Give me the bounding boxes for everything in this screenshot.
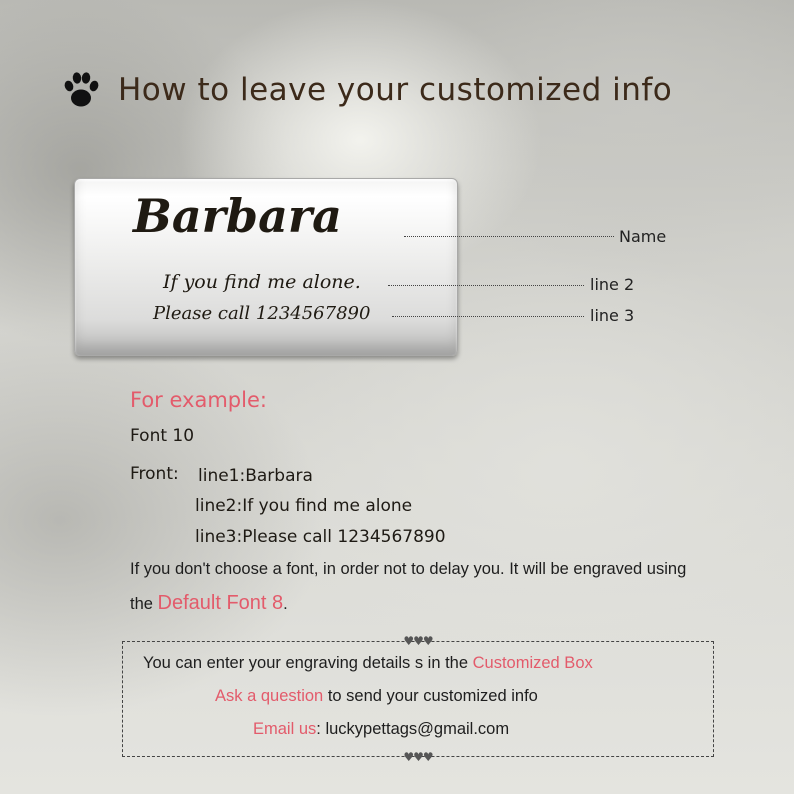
tag-name-text: Barbara	[133, 189, 342, 243]
email-address-link[interactable]: luckypettags@gmail.com	[325, 720, 510, 738]
note-prefix: the	[130, 595, 158, 613]
default-font-note	[130, 560, 686, 579]
engraved-tag	[74, 178, 458, 356]
line3-leader-line	[392, 316, 584, 317]
ask-question-text: to send your customized info	[323, 687, 538, 705]
customized-box-row	[123, 654, 713, 673]
email-row	[123, 720, 713, 739]
hearts-top-icon: ♥♥♥	[403, 634, 433, 648]
hearts-bottom-icon: ♥♥♥	[403, 750, 433, 764]
default-font-highlight: Default Font 8	[157, 592, 284, 614]
example-line2: line2:If you find me alone	[195, 496, 413, 516]
email-label: Email us	[253, 720, 317, 738]
header	[58, 64, 758, 116]
page-title: How to leave your customized info	[118, 72, 673, 108]
customized-box-text: You can enter your engraving details s in the	[143, 654, 473, 672]
contact-info-box	[122, 634, 714, 764]
tag-line3-text: Please call 1234567890	[153, 303, 371, 324]
name-leader-line	[404, 236, 614, 237]
example-front-label: Front:	[130, 464, 179, 484]
line2-callout: line 2	[590, 275, 635, 294]
example-heading: For example:	[130, 388, 267, 412]
example-line1: line1:Barbara	[198, 466, 313, 486]
name-callout: Name	[619, 227, 667, 246]
default-font-note-2	[130, 592, 288, 615]
example-font: Font 10	[130, 426, 195, 446]
email-separator: :	[316, 720, 326, 738]
tag-line2-text: If you find me alone.	[163, 271, 361, 293]
ask-question-link[interactable]: Ask a question	[215, 687, 324, 705]
note-suffix: .	[283, 595, 288, 613]
note-line1: If you don't choose a font, in order not to delay you. It will be engraved using	[130, 560, 687, 578]
example-line3: line3:Please call 1234567890	[195, 527, 446, 547]
ask-question-row	[123, 687, 713, 706]
customized-box-link[interactable]: Customized Box	[472, 654, 593, 672]
line3-callout: line 3	[590, 306, 635, 325]
line2-leader-line	[388, 285, 584, 286]
paw-icon	[58, 67, 104, 113]
